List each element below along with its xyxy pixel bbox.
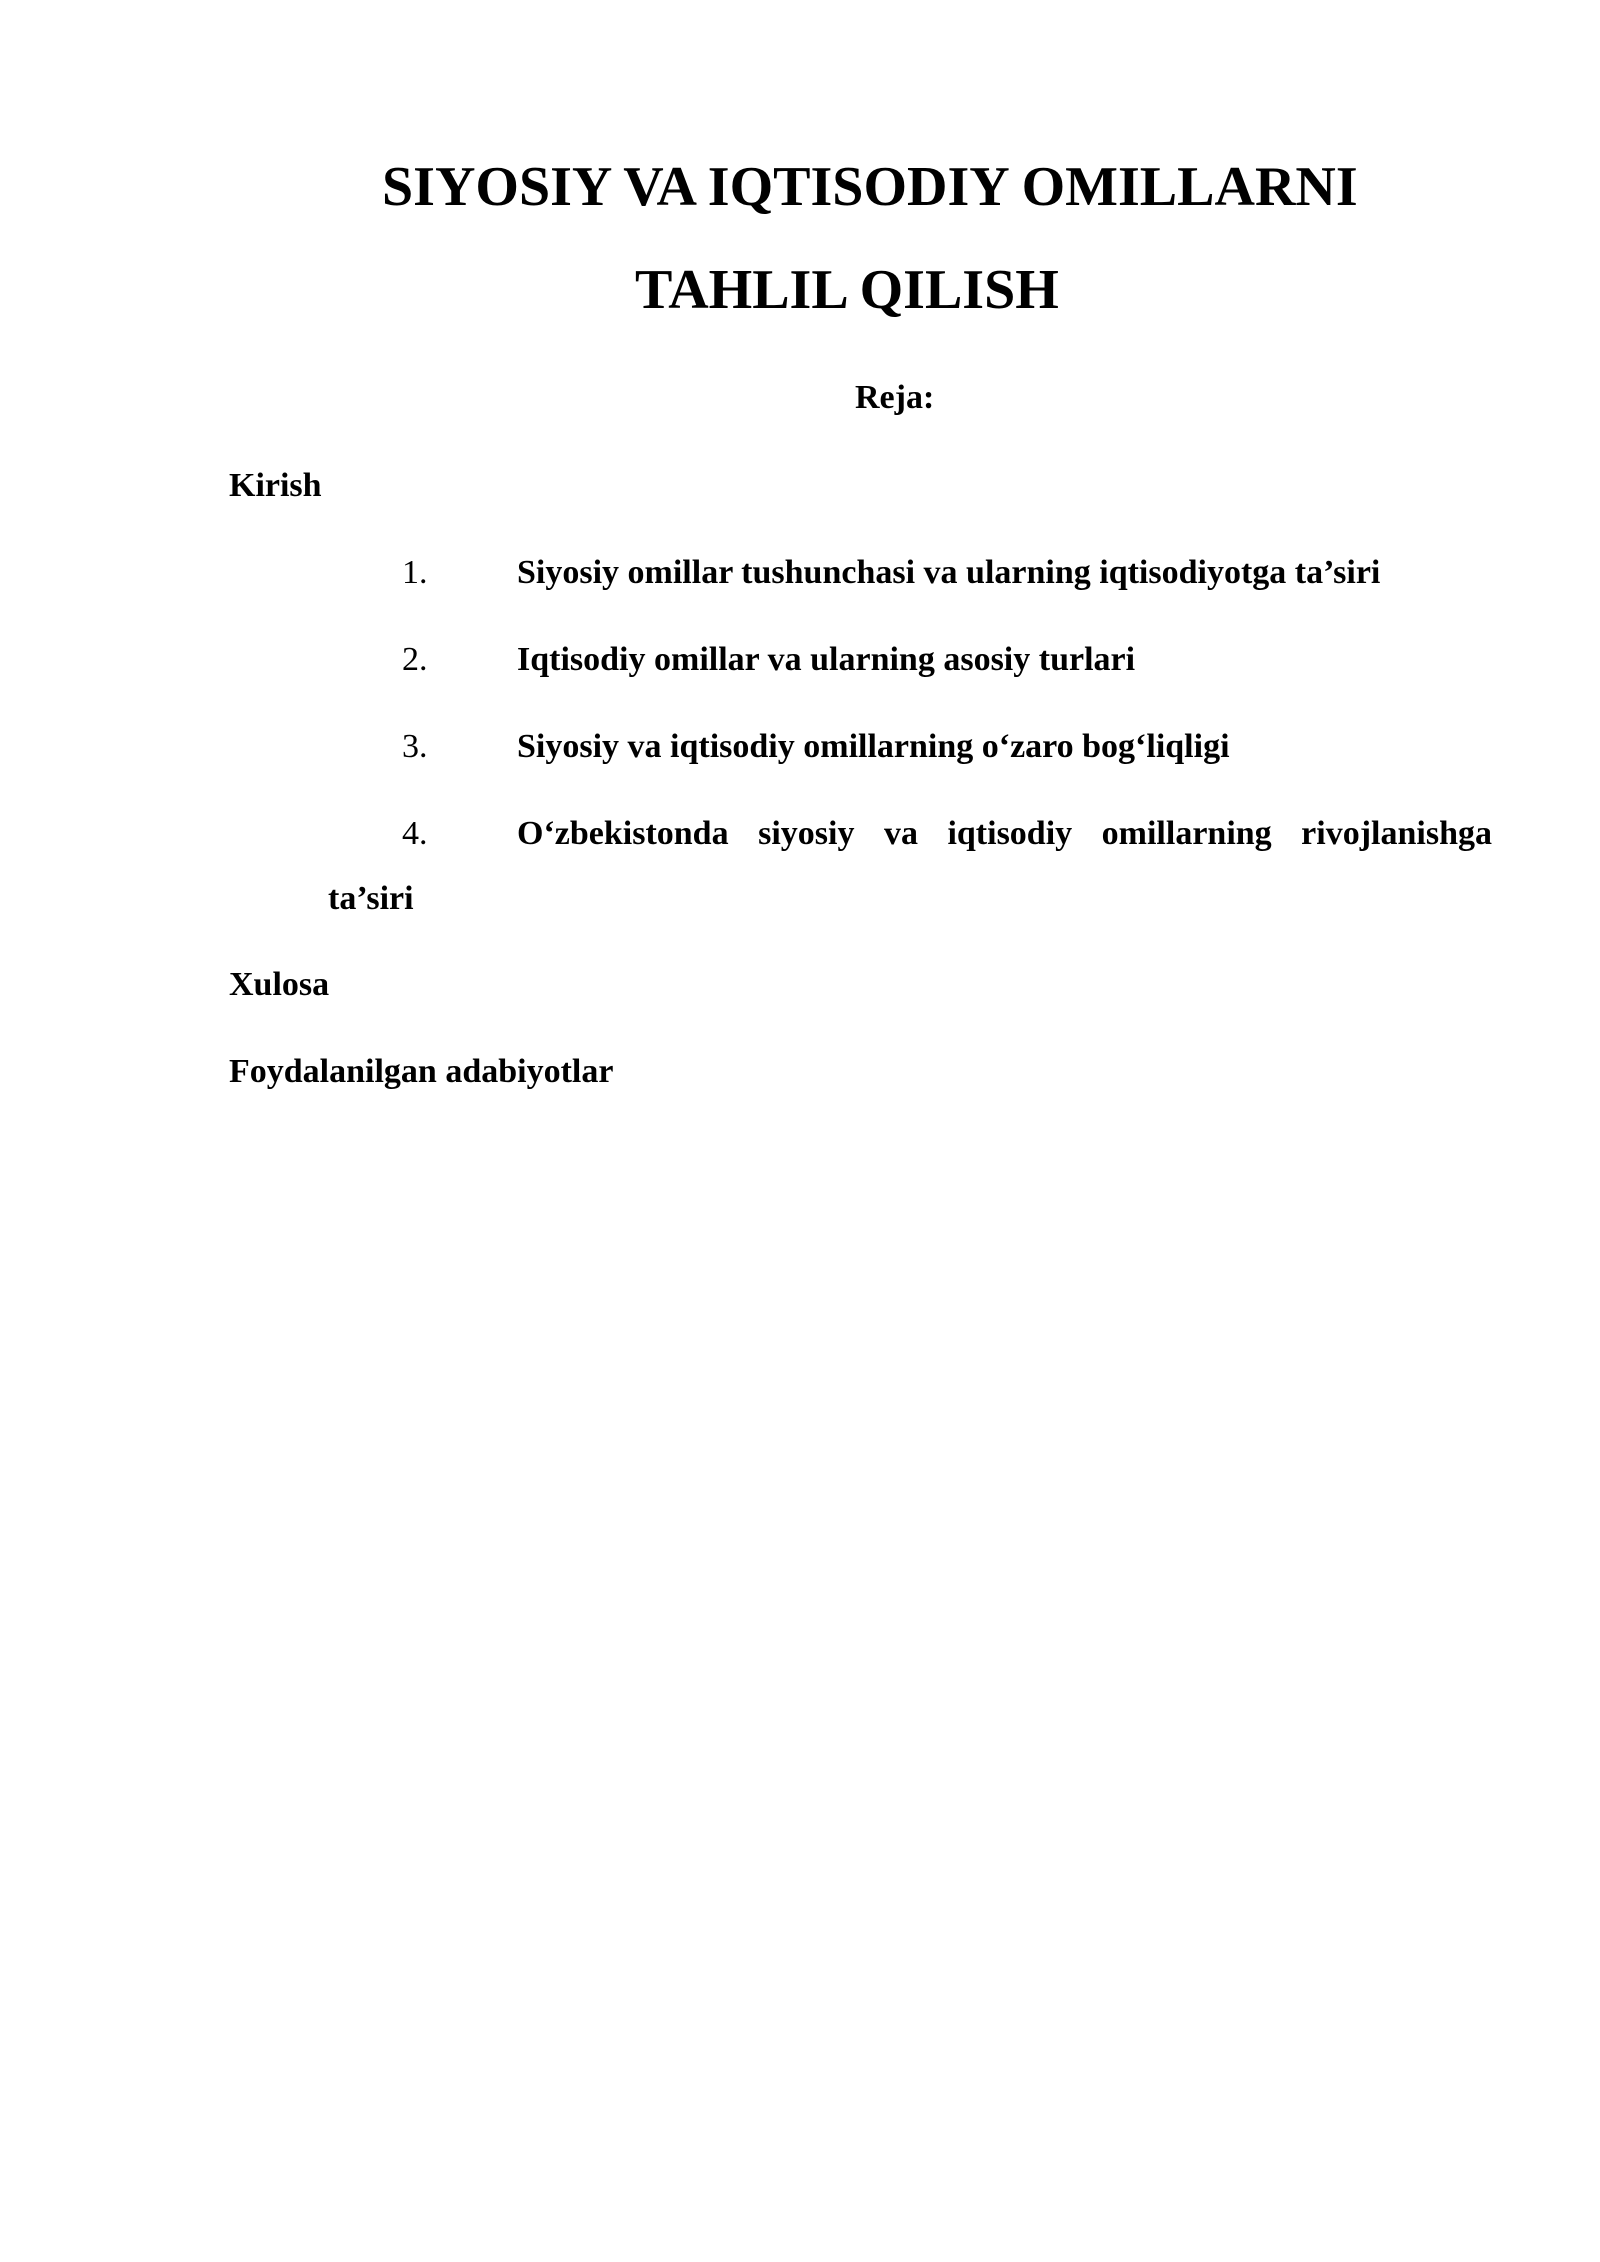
- plan-item-text-continuation: ta’siri: [328, 880, 414, 917]
- plan-item-number: 1.: [402, 554, 428, 591]
- plan-item-number: 4.: [402, 815, 428, 852]
- document-title-line-1: SIYOSIY VA IQTISODIY OMILLARNI: [382, 156, 1358, 218]
- plan-item-number: 3.: [402, 728, 428, 765]
- plan-item-text: Iqtisodiy omillar va ularning asosiy turlari: [517, 641, 1136, 678]
- section-intro: Kirish: [229, 467, 322, 504]
- plan-item-text: O‘zbekistonda siyosiy va iqtisodiy omillarning rivojlanishga: [517, 815, 1492, 852]
- plan-item-text: Siyosiy va iqtisodiy omillarning o‘zaro bog‘liqligi: [517, 728, 1230, 765]
- plan-heading: Reja:: [855, 379, 935, 416]
- plan-item-number: 2.: [402, 641, 428, 678]
- section-references: Foydalanilgan adabiyotlar: [229, 1053, 614, 1090]
- plan-item-text: Siyosiy omillar tushunchasi va ularning iqtisodiyotga ta’siri: [517, 554, 1381, 591]
- section-conclusion: Xulosa: [229, 966, 330, 1003]
- document-title-line-2: TAHLIL QILISH: [635, 259, 1059, 321]
